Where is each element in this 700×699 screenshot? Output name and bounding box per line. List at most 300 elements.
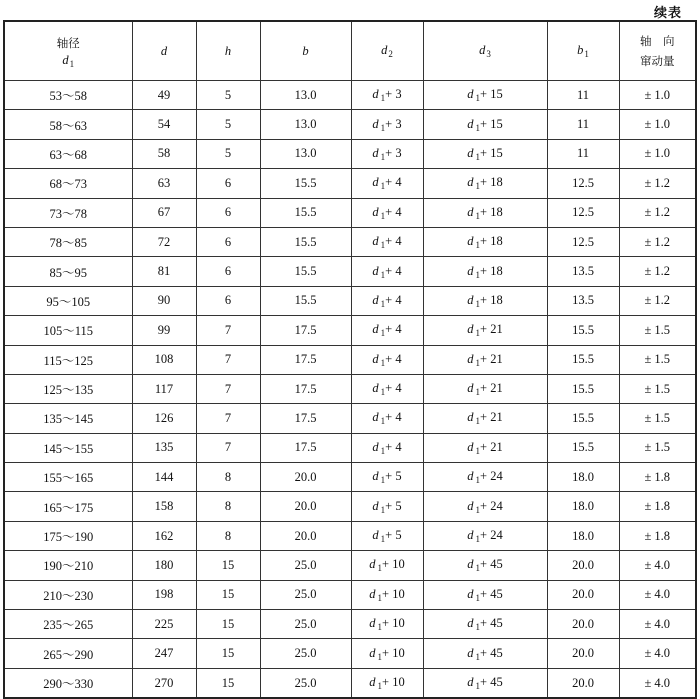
cell-d: 162 [132, 521, 196, 550]
header-shaft-diameter [4, 21, 132, 81]
cell-b: 15.5 [260, 257, 351, 286]
formula-offset: + 18 [480, 204, 503, 219]
cell-d2 [351, 345, 423, 374]
header-d3-symbol: d [479, 43, 486, 57]
cell-d1: 63～68 [4, 139, 132, 168]
table-row [4, 345, 696, 374]
cell-d1: 265～290 [4, 639, 132, 668]
formula-subscript: 1 [475, 475, 481, 486]
table-row [4, 110, 696, 139]
formula-subscript: 1 [377, 681, 383, 691]
table-row [4, 610, 696, 639]
formula-offset: + 45 [480, 557, 503, 572]
cell-axial: ± 1.2 [619, 227, 696, 256]
cell-b1: 13.5 [547, 286, 619, 315]
cell-axial: ± 4.0 [619, 580, 696, 609]
formula-offset: + 24 [480, 469, 503, 484]
formula-offset: + 21 [480, 322, 503, 337]
formula-variable: d [467, 322, 474, 337]
cell-h: 7 [196, 433, 260, 462]
formula-subscript: 1 [380, 269, 386, 280]
formula-offset: + 45 [480, 645, 503, 660]
table-row [4, 316, 696, 345]
cell-d1: 125～135 [4, 374, 132, 403]
formula-offset: + 18 [480, 175, 503, 190]
formula-offset: + 24 [480, 498, 503, 513]
header-b1 [547, 21, 619, 81]
formula-variable: d [369, 616, 376, 631]
cell-d1: 135～145 [4, 404, 132, 433]
cell-h: 15 [196, 580, 260, 609]
formula-variable: d [372, 351, 379, 366]
cell-d2 [351, 198, 423, 227]
formula-subscript: 1 [475, 563, 481, 574]
formula-variable: d [372, 175, 379, 190]
cell-h: 6 [196, 286, 260, 315]
formula-subscript: 1 [380, 93, 386, 104]
formula-subscript: 1 [380, 445, 386, 456]
formula-subscript: 1 [475, 210, 481, 221]
cell-d3 [423, 463, 547, 492]
cell-axial: ± 1.5 [619, 316, 696, 345]
formula-offset: + 4 [385, 204, 402, 219]
formula-subscript: 1 [475, 298, 481, 309]
cell-b1: 12.5 [547, 198, 619, 227]
table-row [4, 404, 696, 433]
cell-b: 17.5 [260, 345, 351, 374]
cell-h: 6 [196, 227, 260, 256]
cell-h: 6 [196, 257, 260, 286]
cell-b: 17.5 [260, 433, 351, 462]
cell-b: 15.5 [260, 227, 351, 256]
cell-h: 15 [196, 551, 260, 580]
table-row [4, 227, 696, 256]
formula-variable: d [372, 439, 379, 454]
cell-d2 [351, 639, 423, 668]
cell-h: 5 [196, 81, 260, 110]
formula-offset: + 4 [385, 263, 402, 278]
formula-offset: + 5 [385, 498, 402, 513]
cell-axial: ± 1.8 [619, 492, 696, 521]
formula-offset: + 4 [385, 410, 402, 425]
cell-d1: 68～73 [4, 169, 132, 198]
header-row [4, 21, 696, 81]
header-d3 [423, 21, 547, 81]
cell-b: 20.0 [260, 521, 351, 550]
formula-offset: + 15 [480, 145, 503, 160]
table-row [4, 198, 696, 227]
cell-d: 58 [132, 139, 196, 168]
table-row [4, 374, 696, 403]
cell-d3 [423, 433, 547, 462]
cell-b: 17.5 [260, 374, 351, 403]
formula-offset: + 10 [382, 586, 405, 601]
formula-subscript: 1 [380, 475, 386, 486]
formula-offset: + 4 [385, 351, 402, 366]
cell-d3 [423, 227, 547, 256]
formula-subscript: 1 [380, 534, 386, 545]
cell-d2 [351, 463, 423, 492]
cell-d1: 235～265 [4, 610, 132, 639]
cell-d1: 190～210 [4, 551, 132, 580]
formula-variable: d [467, 645, 474, 660]
formula-subscript: 1 [475, 387, 481, 398]
formula-subscript: 1 [475, 416, 481, 427]
cell-d1: 210～230 [4, 580, 132, 609]
cell-d3 [423, 81, 547, 110]
cell-d2 [351, 227, 423, 256]
cell-d3 [423, 345, 547, 374]
formula-offset: + 18 [480, 292, 503, 307]
header-d1-symbol: d [62, 53, 69, 67]
formula-offset: + 10 [382, 557, 405, 572]
formula-offset: + 24 [480, 528, 503, 543]
cell-d2 [351, 551, 423, 580]
table-row [4, 492, 696, 521]
cell-b1: 20.0 [547, 639, 619, 668]
cell-d1: 78～85 [4, 227, 132, 256]
formula-subscript: 1 [475, 445, 481, 456]
formula-subscript: 1 [380, 151, 386, 162]
cell-h: 7 [196, 345, 260, 374]
formula-variable: d [467, 410, 474, 425]
table-caption: 续表 [653, 6, 682, 21]
formula-variable: d [467, 145, 474, 160]
cell-b1: 12.5 [547, 169, 619, 198]
table-row [4, 639, 696, 668]
header-shaft-diameter-label: 轴径 [56, 36, 80, 50]
cell-h: 7 [196, 374, 260, 403]
formula-subscript: 1 [475, 151, 481, 162]
cell-h: 7 [196, 316, 260, 345]
cell-d1: 155～165 [4, 463, 132, 492]
formula-offset: + 3 [385, 87, 402, 102]
cell-d3 [423, 198, 547, 227]
cell-d2 [351, 257, 423, 286]
cell-d2 [351, 316, 423, 345]
cell-axial: ± 1.5 [619, 345, 696, 374]
cell-b1: 13.5 [547, 257, 619, 286]
formula-offset: + 45 [480, 675, 503, 689]
formula-variable: d [372, 234, 379, 249]
formula-variable: d [372, 498, 379, 513]
cell-d2 [351, 521, 423, 550]
cell-d2 [351, 139, 423, 168]
formula-subscript: 1 [380, 416, 386, 427]
cell-d1: 105～115 [4, 316, 132, 345]
cell-h: 5 [196, 139, 260, 168]
cell-d: 72 [132, 227, 196, 256]
formula-variable: d [467, 439, 474, 454]
table-row [4, 433, 696, 462]
formula-variable: d [372, 292, 379, 307]
cell-d1: 115～125 [4, 345, 132, 374]
cell-axial: ± 4.0 [619, 551, 696, 580]
formula-variable: d [372, 528, 379, 543]
formula-offset: + 21 [480, 410, 503, 425]
cell-h: 6 [196, 169, 260, 198]
cell-b1: 15.5 [547, 374, 619, 403]
cell-d1: 175～190 [4, 521, 132, 550]
cell-b: 25.0 [260, 580, 351, 609]
cell-d: 81 [132, 257, 196, 286]
formula-variable: d [467, 528, 474, 543]
formula-offset: + 4 [385, 381, 402, 396]
cell-d3 [423, 374, 547, 403]
formula-variable: d [467, 351, 474, 366]
cell-d3 [423, 316, 547, 345]
formula-subscript: 1 [475, 328, 481, 339]
cell-b1: 12.5 [547, 227, 619, 256]
cell-d: 63 [132, 169, 196, 198]
formula-offset: + 10 [382, 616, 405, 631]
cell-b1: 18.0 [547, 521, 619, 550]
formula-variable: d [369, 557, 376, 572]
cell-axial: ± 1.5 [619, 404, 696, 433]
formula-offset: + 45 [480, 616, 503, 631]
cell-h: 15 [196, 610, 260, 639]
cell-d: 49 [132, 81, 196, 110]
header-d3-sub: 3 [486, 49, 491, 59]
formula-variable: d [467, 87, 474, 102]
cell-b: 25.0 [260, 551, 351, 580]
cell-axial: ± 1.8 [619, 521, 696, 550]
cell-d1: 53～58 [4, 81, 132, 110]
table-row [4, 580, 696, 609]
formula-offset: + 18 [480, 263, 503, 278]
cell-axial: ± 1.2 [619, 169, 696, 198]
cell-b: 20.0 [260, 463, 351, 492]
header-axial-line2: 窜动量 [640, 54, 675, 68]
cell-axial: ± 1.2 [619, 286, 696, 315]
header-b1-symbol: b [577, 43, 584, 57]
formula-subscript: 1 [475, 534, 481, 545]
formula-offset: + 10 [382, 675, 405, 689]
table-row [4, 463, 696, 492]
formula-variable: d [467, 586, 474, 601]
cell-h: 8 [196, 521, 260, 550]
formula-variable: d [369, 675, 376, 689]
formula-subscript: 1 [475, 651, 481, 662]
cell-b1: 20.0 [547, 580, 619, 609]
cell-b1: 15.5 [547, 404, 619, 433]
cell-d: 54 [132, 110, 196, 139]
cell-d2 [351, 433, 423, 462]
cell-d2 [351, 81, 423, 110]
cell-d: 198 [132, 580, 196, 609]
formula-variable: d [467, 234, 474, 249]
cell-d: 126 [132, 404, 196, 433]
cell-b1: 15.5 [547, 433, 619, 462]
cell-d2 [351, 492, 423, 521]
cell-h: 7 [196, 404, 260, 433]
cell-d3 [423, 551, 547, 580]
cell-b1: 15.5 [547, 345, 619, 374]
formula-subscript: 1 [377, 622, 383, 633]
cell-d: 144 [132, 463, 196, 492]
cell-axial: ± 1.5 [619, 433, 696, 462]
cell-axial: ± 1.0 [619, 110, 696, 139]
cell-axial: ± 1.2 [619, 257, 696, 286]
cell-h: 6 [196, 198, 260, 227]
formula-subscript: 1 [475, 93, 481, 104]
formula-variable: d [372, 469, 379, 484]
formula-variable: d [467, 263, 474, 278]
table-row [4, 551, 696, 580]
cell-d2 [351, 110, 423, 139]
cell-d2 [351, 404, 423, 433]
cell-d3 [423, 286, 547, 315]
formula-offset: + 5 [385, 469, 402, 484]
cell-axial: ± 1.0 [619, 81, 696, 110]
formula-variable: d [372, 263, 379, 278]
cell-d3 [423, 257, 547, 286]
cell-b: 15.5 [260, 286, 351, 315]
formula-variable: d [369, 645, 376, 660]
formula-subscript: 1 [475, 622, 481, 633]
formula-variable: d [372, 116, 379, 131]
cell-h: 15 [196, 668, 260, 698]
table-row [4, 139, 696, 168]
cell-axial: ± 4.0 [619, 668, 696, 698]
cell-d1: 165～175 [4, 492, 132, 521]
header-d2-symbol: d [381, 43, 388, 57]
cell-b1: 18.0 [547, 492, 619, 521]
formula-offset: + 21 [480, 351, 503, 366]
formula-variable: d [372, 145, 379, 160]
cell-d3 [423, 404, 547, 433]
formula-offset: + 10 [382, 645, 405, 660]
cell-axial: ± 1.5 [619, 374, 696, 403]
cell-b1: 20.0 [547, 551, 619, 580]
header-d2-sub: 2 [388, 49, 393, 59]
cell-d2 [351, 286, 423, 315]
formula-subscript: 1 [380, 298, 386, 309]
formula-offset: + 45 [480, 586, 503, 601]
formula-subscript: 1 [380, 328, 386, 339]
formula-offset: + 3 [385, 116, 402, 131]
cell-d3 [423, 639, 547, 668]
formula-subscript: 1 [475, 681, 481, 691]
formula-variable: d [372, 204, 379, 219]
cell-d3 [423, 110, 547, 139]
formula-subscript: 1 [380, 240, 386, 251]
table-row [4, 668, 696, 698]
cell-b: 17.5 [260, 404, 351, 433]
formula-offset: + 18 [480, 234, 503, 249]
cell-b: 13.0 [260, 81, 351, 110]
cell-b1: 18.0 [547, 463, 619, 492]
cell-d2 [351, 668, 423, 698]
cell-d: 99 [132, 316, 196, 345]
cell-b: 13.0 [260, 139, 351, 168]
cell-b1: 15.5 [547, 316, 619, 345]
formula-subscript: 1 [380, 181, 386, 192]
formula-variable: d [467, 675, 474, 689]
formula-variable: d [467, 498, 474, 513]
table-row [4, 257, 696, 286]
formula-subscript: 1 [380, 387, 386, 398]
formula-variable: d [372, 410, 379, 425]
formula-variable: d [467, 469, 474, 484]
cell-d1: 58～63 [4, 110, 132, 139]
cell-axial: ± 1.0 [619, 139, 696, 168]
formula-offset: + 3 [385, 145, 402, 160]
header-h [196, 21, 260, 81]
dimension-table [3, 20, 697, 699]
cell-d: 158 [132, 492, 196, 521]
cell-b: 25.0 [260, 610, 351, 639]
cell-d2 [351, 374, 423, 403]
formula-variable: d [467, 381, 474, 396]
cell-d: 270 [132, 668, 196, 698]
cell-d: 90 [132, 286, 196, 315]
formula-subscript: 1 [380, 357, 386, 368]
formula-subscript: 1 [377, 651, 383, 662]
formula-offset: + 4 [385, 322, 402, 337]
cell-d2 [351, 580, 423, 609]
header-d1-sub: 1 [69, 59, 75, 69]
formula-variable: d [467, 616, 474, 631]
cell-d: 135 [132, 433, 196, 462]
cell-b: 17.5 [260, 316, 351, 345]
cell-b: 15.5 [260, 198, 351, 227]
header-b [260, 21, 351, 81]
cell-d: 67 [132, 198, 196, 227]
cell-d1: 145～155 [4, 433, 132, 462]
header-axial-play [619, 21, 696, 81]
cell-d1: 85～95 [4, 257, 132, 286]
cell-d1: 95～105 [4, 286, 132, 315]
formula-variable: d [467, 557, 474, 572]
header-d-symbol: d [160, 43, 168, 58]
cell-b1: 11 [547, 81, 619, 110]
formula-variable: d [467, 292, 474, 307]
formula-subscript: 1 [475, 181, 481, 192]
formula-subscript: 1 [475, 122, 481, 133]
formula-offset: + 21 [480, 439, 503, 454]
cell-d3 [423, 668, 547, 698]
formula-offset: + 4 [385, 292, 402, 307]
table-row [4, 81, 696, 110]
cell-b: 25.0 [260, 639, 351, 668]
cell-b: 20.0 [260, 492, 351, 521]
cell-d: 108 [132, 345, 196, 374]
cell-b: 13.0 [260, 110, 351, 139]
header-axial-line1: 轴 向 [640, 34, 675, 48]
formula-subscript: 1 [377, 592, 383, 603]
cell-axial: ± 4.0 [619, 610, 696, 639]
cell-d3 [423, 580, 547, 609]
formula-variable: d [372, 87, 379, 102]
table-row [4, 286, 696, 315]
formula-subscript: 1 [475, 240, 481, 251]
formula-variable: d [467, 116, 474, 131]
cell-h: 5 [196, 110, 260, 139]
formula-offset: + 4 [385, 175, 402, 190]
formula-offset: + 15 [480, 116, 503, 131]
table-row [4, 521, 696, 550]
cell-b: 15.5 [260, 169, 351, 198]
formula-offset: + 15 [480, 87, 503, 102]
formula-subscript: 1 [475, 504, 481, 515]
cell-d3 [423, 169, 547, 198]
formula-offset: + 21 [480, 381, 503, 396]
cell-d1: 73～78 [4, 198, 132, 227]
formula-variable: d [467, 204, 474, 219]
formula-subscript: 1 [380, 210, 386, 221]
header-d [132, 21, 196, 81]
